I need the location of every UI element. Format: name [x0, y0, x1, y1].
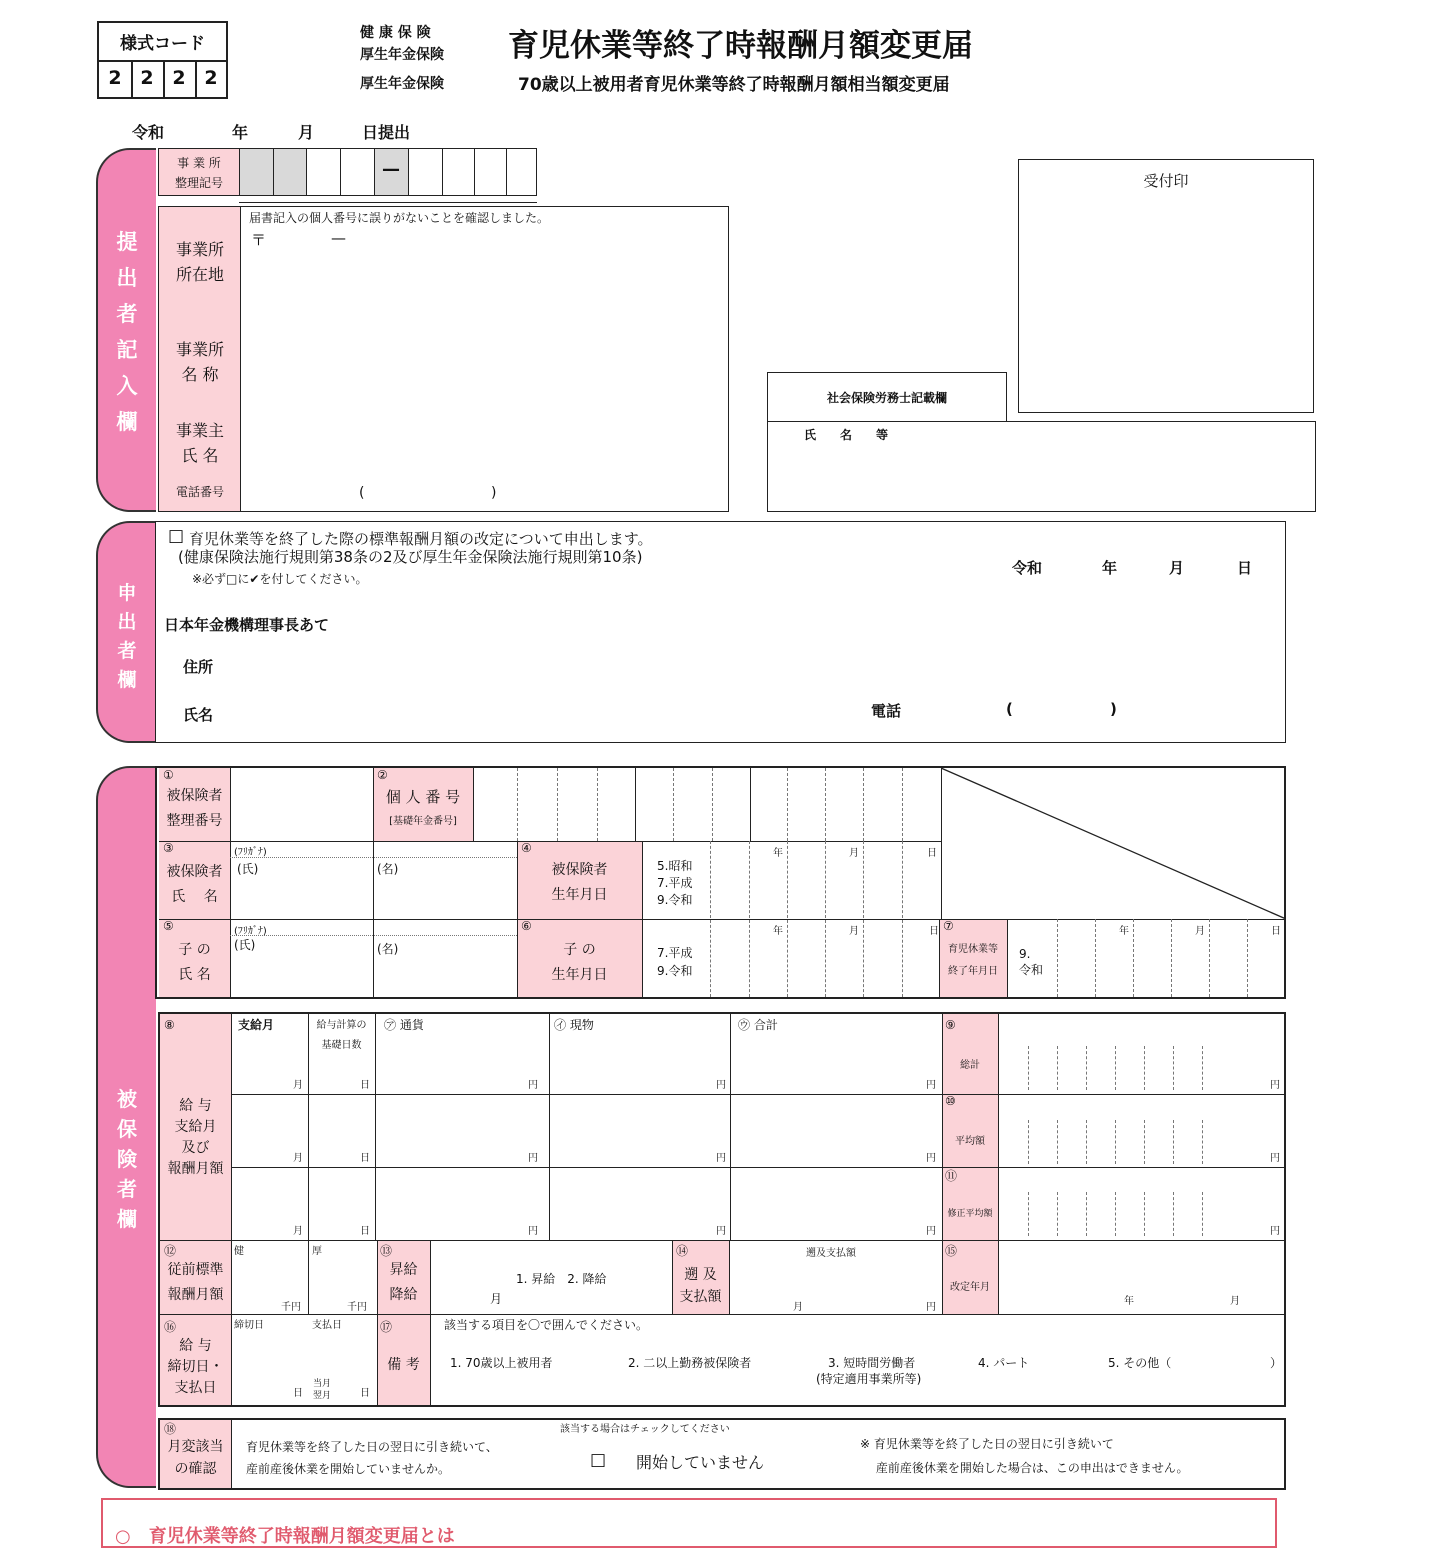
- child-given-name-label: (名): [377, 942, 399, 956]
- average-label: 平均額: [955, 1136, 985, 1147]
- yen-unit: 円: [926, 1080, 936, 1091]
- adjusted-average-label: 修正平均額: [947, 1209, 993, 1219]
- remarks-instruction: 該当する項目を〇で囲んでください。: [444, 1318, 649, 1332]
- reception-stamp-box: [1018, 159, 1314, 413]
- applicant-address-label: 住所: [183, 658, 214, 676]
- insurance-type-line3: 厚生年金保険: [360, 76, 444, 92]
- f18-number: ⑱: [164, 1422, 177, 1436]
- cutoff-header: 締切日: [234, 1320, 264, 1331]
- phone-paren-close: ): [491, 485, 497, 501]
- applicant-date-day[interactable]: 日: [1237, 559, 1253, 577]
- page-subtitle: 70歳以上被用者育児休業等終了時報酬月額相当額変更届: [518, 75, 950, 95]
- submit-date-era: 令和: [132, 123, 165, 142]
- subtotal-header: ㋒ 合計: [738, 1018, 778, 1032]
- retro-yen-unit: 円: [926, 1302, 936, 1313]
- leave-end-day-unit: 日: [1271, 926, 1281, 937]
- applicant-section-tab: [96, 521, 156, 743]
- declaration-text: 育児休業等を終了した際の標準報酬月額の改定について申出します。: [189, 530, 653, 548]
- family-name-label: (氏): [237, 862, 259, 876]
- yen-unit: 円: [1270, 1226, 1280, 1237]
- remarks-option-3-note: (特定適用事業所等): [816, 1372, 922, 1386]
- owner-name-label: 事業主 氏 名: [175, 421, 224, 465]
- office-address-label: 事業所 所在地: [175, 240, 224, 284]
- leave-end-month-unit: 月: [1195, 926, 1205, 937]
- form-code-digit: 2: [108, 67, 122, 89]
- form-code-label: 様式コード: [120, 34, 205, 54]
- declaration-checkbox[interactable]: □: [168, 526, 185, 546]
- leave-end-date-label: 育児休業等 終了年月日: [948, 944, 998, 977]
- applicant-section-label: 申 出 者 欄: [117, 582, 137, 691]
- submit-date-month[interactable]: 月: [298, 123, 315, 142]
- office-code-dash: —: [382, 159, 400, 180]
- office-info-block: [158, 206, 729, 512]
- diagonal-strike: [941, 768, 1286, 919]
- insured-name-label: 被保険者 氏 名: [166, 864, 223, 905]
- applicant-address-input[interactable]: [236, 650, 936, 680]
- form-code-digit: 2: [172, 67, 186, 89]
- remarks-option-2[interactable]: 2. 二以上勤務被保険者: [628, 1356, 752, 1370]
- f7-number: ⑦: [943, 919, 954, 933]
- applicant-date-month[interactable]: 月: [1169, 559, 1185, 577]
- f15-number: ⑮: [945, 1244, 958, 1258]
- currency-header: ㋐ 通貨: [384, 1018, 424, 1032]
- pension-number-sublabel: [基礎年金番号]: [389, 816, 457, 827]
- f6-number: ⑥: [521, 919, 532, 933]
- f16-number: ⑯: [164, 1320, 177, 1334]
- salary-label: 給 与 支給月 及び 報酬月額: [167, 1098, 224, 1177]
- applicant-block: [155, 521, 1286, 743]
- submitter-section-tab: [96, 148, 156, 512]
- previous-standard-label: 従前標準 報酬月額: [167, 1262, 224, 1303]
- insured-section-tab: [96, 766, 156, 1488]
- child-family-name-label: (氏): [234, 938, 256, 952]
- yen-unit: 円: [1270, 1153, 1280, 1164]
- f1-number: ①: [163, 768, 174, 782]
- child-birth-month-unit: 月: [849, 926, 859, 937]
- monthly-change-check-label: 月変該当 の確認: [167, 1439, 224, 1477]
- not-started-checkbox[interactable]: □: [590, 1450, 607, 1470]
- cutoff-day-unit: 日: [293, 1388, 303, 1399]
- child-name-label: 子 の 氏 名: [178, 942, 211, 983]
- revision-month-label: 改定年月: [950, 1282, 990, 1293]
- f2-number: ②: [377, 768, 388, 782]
- f17-number: ⑰: [380, 1320, 393, 1334]
- f4-number: ④: [521, 841, 532, 855]
- given-name-label: (名): [377, 862, 399, 876]
- office-code-label: 事 業 所 整理記号: [174, 156, 223, 190]
- my-number-input[interactable]: [475, 770, 939, 839]
- my-number-label: 個 人 番 号: [385, 788, 461, 806]
- insured-number-input[interactable]: [233, 770, 371, 839]
- phone-paren-open: (: [359, 485, 365, 501]
- f11-number: ⑪: [945, 1169, 958, 1183]
- revision-month-unit: 月: [1230, 1296, 1240, 1307]
- yen-unit: 円: [1270, 1080, 1280, 1091]
- raise-options[interactable]: 1. 昇給 2. 降給: [516, 1272, 607, 1286]
- health-label: 健: [234, 1246, 244, 1257]
- salary-block: [158, 1012, 1286, 1407]
- child-birth-era-options[interactable]: 7.平成 9.令和: [657, 946, 693, 978]
- applicant-phone-paren-close: ): [1110, 700, 1117, 718]
- yen-unit: 円: [716, 1153, 726, 1164]
- confirmation-note: ※ 育児休業等を終了した日の翌日に引き続いて 産前産後休業を開始した場合は、この申出はできません。: [860, 1437, 1189, 1475]
- cutoff-payday-label: 給 与 締切日・ 支払日: [167, 1338, 224, 1396]
- in-kind-header: ㋑ 現物: [554, 1018, 594, 1032]
- remarks-option-5-close: ）: [1270, 1356, 1283, 1370]
- revision-year-unit: 年: [1124, 1296, 1134, 1307]
- submit-date-day[interactable]: 日提出: [362, 123, 411, 142]
- form-code-digit: 2: [140, 67, 154, 89]
- reception-stamp-label: 受付印: [1143, 172, 1189, 190]
- day-unit: 日: [360, 1226, 370, 1237]
- my-number-confirm-text: 届書記入の個人番号に誤りがないことを確認しました。: [249, 211, 550, 225]
- f10-number: ⑩: [945, 1094, 956, 1108]
- thousand-yen-unit: 千円: [281, 1302, 301, 1313]
- child-birth-year-unit: 年: [773, 926, 783, 937]
- yen-unit: 円: [528, 1080, 538, 1091]
- yen-unit: 円: [528, 1226, 538, 1237]
- postal-dash: —: [331, 229, 346, 247]
- yen-unit: 円: [716, 1226, 726, 1237]
- insured-name-input[interactable]: [233, 876, 515, 916]
- insured-number-label: 被保険者 整理番号: [166, 788, 223, 829]
- birth-month-unit: 月: [849, 848, 859, 859]
- f13-number: ⑬: [380, 1244, 393, 1258]
- remarks-option-5[interactable]: 5. その他（: [1108, 1356, 1172, 1370]
- office-code-label-cell: [158, 148, 240, 196]
- birth-year-unit: 年: [773, 848, 783, 859]
- f9-number: ⑨: [945, 1018, 956, 1032]
- yen-unit: 円: [926, 1153, 936, 1164]
- sharoushi-field[interactable]: [767, 421, 1316, 512]
- leave-end-year-unit: 年: [1119, 926, 1129, 937]
- form-code-box: [97, 21, 228, 99]
- not-started-label: 開始していません: [636, 1453, 765, 1472]
- pension-label: 厚: [312, 1246, 322, 1257]
- this-next-month[interactable]: 当月 翌月: [313, 1379, 332, 1401]
- f8-number: ⑧: [164, 1018, 175, 1032]
- month-unit: 月: [293, 1226, 303, 1237]
- insured-birth-era-options[interactable]: 5.昭和 7.平成 9.令和: [657, 859, 693, 907]
- day-unit: 日: [360, 1080, 370, 1091]
- page-title: 育児休業等終了時報酬月額変更届: [508, 28, 973, 64]
- base-days-header: 給与計算の 基礎日数: [316, 1020, 367, 1051]
- check-note: ※必ず□に✔を付してください。: [192, 572, 368, 586]
- applicant-date-era: 令和: [1012, 559, 1043, 577]
- grand-total-label: 総計: [960, 1060, 980, 1071]
- f5-number: ⑤: [163, 919, 174, 933]
- applicant-phone-label: 電話: [871, 702, 902, 720]
- month-unit: 月: [293, 1080, 303, 1091]
- form-code-digit: 2: [204, 67, 218, 89]
- sharoushi-label: 社会保険労務士記載欄: [826, 391, 947, 405]
- furigana-label: (ﾌﾘｶﾞﾅ): [234, 847, 267, 858]
- leave-end-era[interactable]: 9. 令和: [1019, 947, 1044, 977]
- insurance-type-line2: 厚生年金保険: [360, 47, 444, 63]
- explanation-box: [101, 1498, 1277, 1548]
- addressee: 日本年金機構理事長あて: [164, 616, 330, 634]
- f12-number: ⑫: [164, 1244, 177, 1258]
- remarks-option-1[interactable]: 1. 70歳以上被用者: [450, 1356, 553, 1370]
- confirmation-block: [158, 1418, 1286, 1490]
- child-furigana-label: (ﾌﾘｶﾞﾅ): [234, 926, 267, 937]
- submitter-section-label: 提 出 者 記 入 欄: [116, 230, 138, 434]
- f3-number: ③: [163, 841, 174, 855]
- postal-mark: 〒: [251, 231, 267, 249]
- child-name-input[interactable]: [233, 954, 515, 994]
- insured-birthdate-label: 被保険者 生年月日: [551, 862, 608, 903]
- retro-month-unit: 月: [793, 1302, 803, 1313]
- submit-date-year[interactable]: 年: [232, 123, 249, 142]
- law-reference: (健康保険法施行規則第38条の2及び厚生年金保険法施行規則第10条): [178, 548, 643, 566]
- applicant-phone-paren-open: (: [1006, 700, 1013, 718]
- office-name-label: 事業所 名 称: [175, 340, 224, 384]
- raise-label: 昇給 降給: [389, 1262, 418, 1303]
- explanation-heading: ○ 育児休業等終了時報酬月額変更届とは: [115, 1526, 455, 1547]
- pay-month-header: 支給月: [238, 1018, 275, 1032]
- office-address-input[interactable]: [243, 247, 723, 337]
- thousand-yen-unit: 千円: [347, 1302, 367, 1313]
- month-unit: 月: [293, 1153, 303, 1164]
- yen-unit: 円: [926, 1226, 936, 1237]
- office-code-field[interactable]: [239, 148, 537, 196]
- sharoushi-label-box: [767, 372, 1007, 422]
- applicant-name-input[interactable]: [236, 698, 836, 728]
- remarks-option-4[interactable]: 4. パート: [978, 1356, 1030, 1370]
- payday-day-unit: 日: [360, 1388, 370, 1399]
- yen-unit: 円: [716, 1080, 726, 1091]
- birth-day-unit: 日: [927, 848, 937, 859]
- applicant-name-label: 氏名: [183, 706, 214, 724]
- phone-label: 電話番号: [175, 485, 224, 499]
- remarks-label: 備 考: [387, 1357, 420, 1373]
- yen-unit: 円: [528, 1153, 538, 1164]
- insured-basic-block: [155, 766, 1286, 999]
- day-unit: 日: [360, 1153, 370, 1164]
- insured-section-label: 被 保 険 者 欄: [117, 1087, 137, 1231]
- confirmation-question: 育児休業等を終了した日の翌日に引き続いて、 産前産後休業を開始していませんか。: [246, 1440, 498, 1476]
- child-birthdate-label: 子 の 生年月日: [551, 942, 608, 983]
- retro-pay-label: 遡 及 支払額: [679, 1267, 722, 1305]
- retro-pay-header: 遡及支払額: [806, 1248, 856, 1259]
- sharoushi-name-label: 氏 名 等: [804, 428, 889, 442]
- remarks-option-3[interactable]: 3. 短時間労働者: [828, 1356, 916, 1370]
- office-name-input[interactable]: [243, 337, 723, 407]
- payday-header: 支払日: [312, 1320, 342, 1331]
- child-birth-day-unit: 日: [929, 926, 939, 937]
- owner-name-input[interactable]: [243, 412, 723, 472]
- raise-month-unit: 月: [490, 1292, 503, 1306]
- applicant-date-year[interactable]: 年: [1102, 559, 1118, 577]
- f14-number: ⑭: [676, 1244, 689, 1258]
- insurance-type-line1: 健 康 保 険: [360, 25, 431, 41]
- check-instruction: 該当する場合はチェックしてください: [560, 1424, 730, 1435]
